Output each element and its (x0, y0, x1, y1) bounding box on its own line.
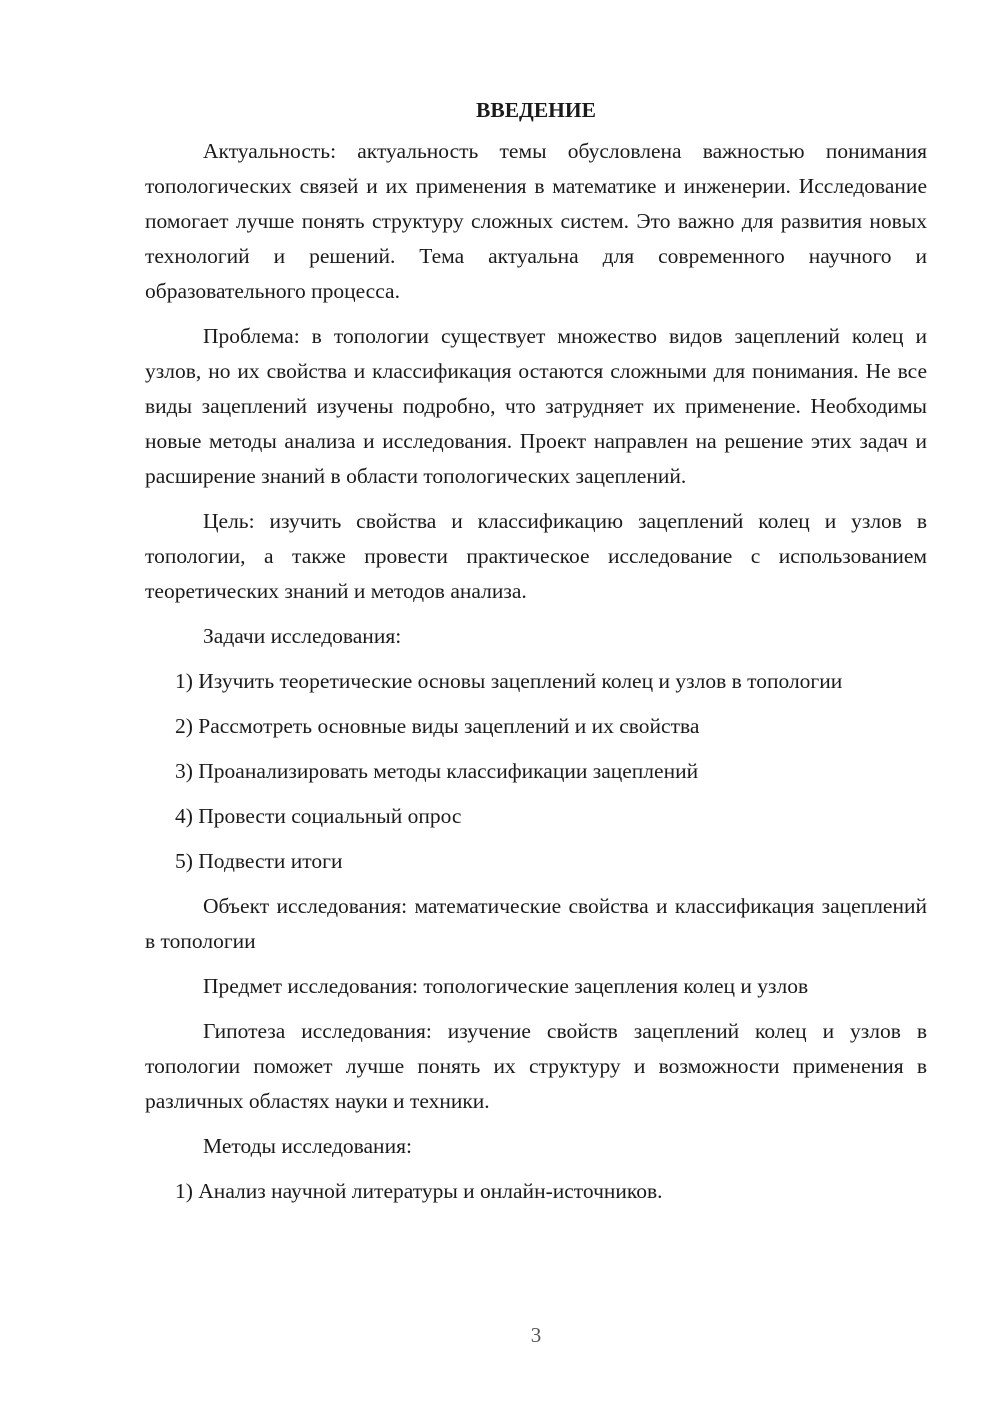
list-item-method-1: 1) Анализ научной литературы и онлайн-источников. (175, 1179, 663, 1203)
paragraph-problem: Проблема: в топологии существует множество видов зацеплений колец и узлов, но их свойства и классификация остаются сложными для понимания. Не все виды зацеплений изучены подробно, что затрудняет их применение. Необходимы новые методы анализа и исследования. Проект направлен на решение этих задач и расширение знаний в области топологических зацеплений. (145, 324, 927, 488)
paragraph-object: Объект исследования: математические свойства и классификация зацеплений в топологии (145, 894, 927, 953)
paragraph-methods-heading: Методы исследования: (203, 1134, 412, 1158)
paragraph-relevance: Актуальность: актуальность темы обусловлена важностью понимания топологических связей и их применения в математике и инженерии. Исследование помогает лучше понять структуру сложных систем. Это важно для развития новых технологий и решений. Тема актуальна для современного научного и образовательного процесса. (145, 139, 927, 303)
section-title: ВВЕДЕНИЕ (476, 98, 596, 122)
list-item-task-4: 4) Провести социальный опрос (175, 804, 462, 828)
list-item-task-2: 2) Рассмотреть основные виды зацеплений и их свойства (175, 714, 700, 738)
document-page (145, 92, 927, 1219)
paragraph-subject: Предмет исследования: топологические зацепления колец и узлов (203, 974, 809, 998)
paragraph-tasks-heading: Задачи исследования: (203, 624, 402, 648)
list-item-task-5: 5) Подвести итоги (175, 849, 343, 873)
page-number: 3 (530, 1323, 542, 1347)
list-item-task-3: 3) Проанализировать методы классификации зацеплений (175, 759, 699, 783)
list-item-task-1: 1) Изучить теоретические основы зацеплений колец и узлов в топологии (175, 669, 843, 693)
paragraph-hypothesis: Гипотеза исследования: изучение свойств зацеплений колец и узлов в топологии поможет лучше понять их структуру и возможности применения в различных областях науки и техники. (145, 1019, 927, 1113)
paragraph-goal: Цель: изучить свойства и классификацию зацеплений колец и узлов в топологии, а также провести практическое исследование с использованием теоретических знаний и методов анализа. (145, 509, 927, 603)
